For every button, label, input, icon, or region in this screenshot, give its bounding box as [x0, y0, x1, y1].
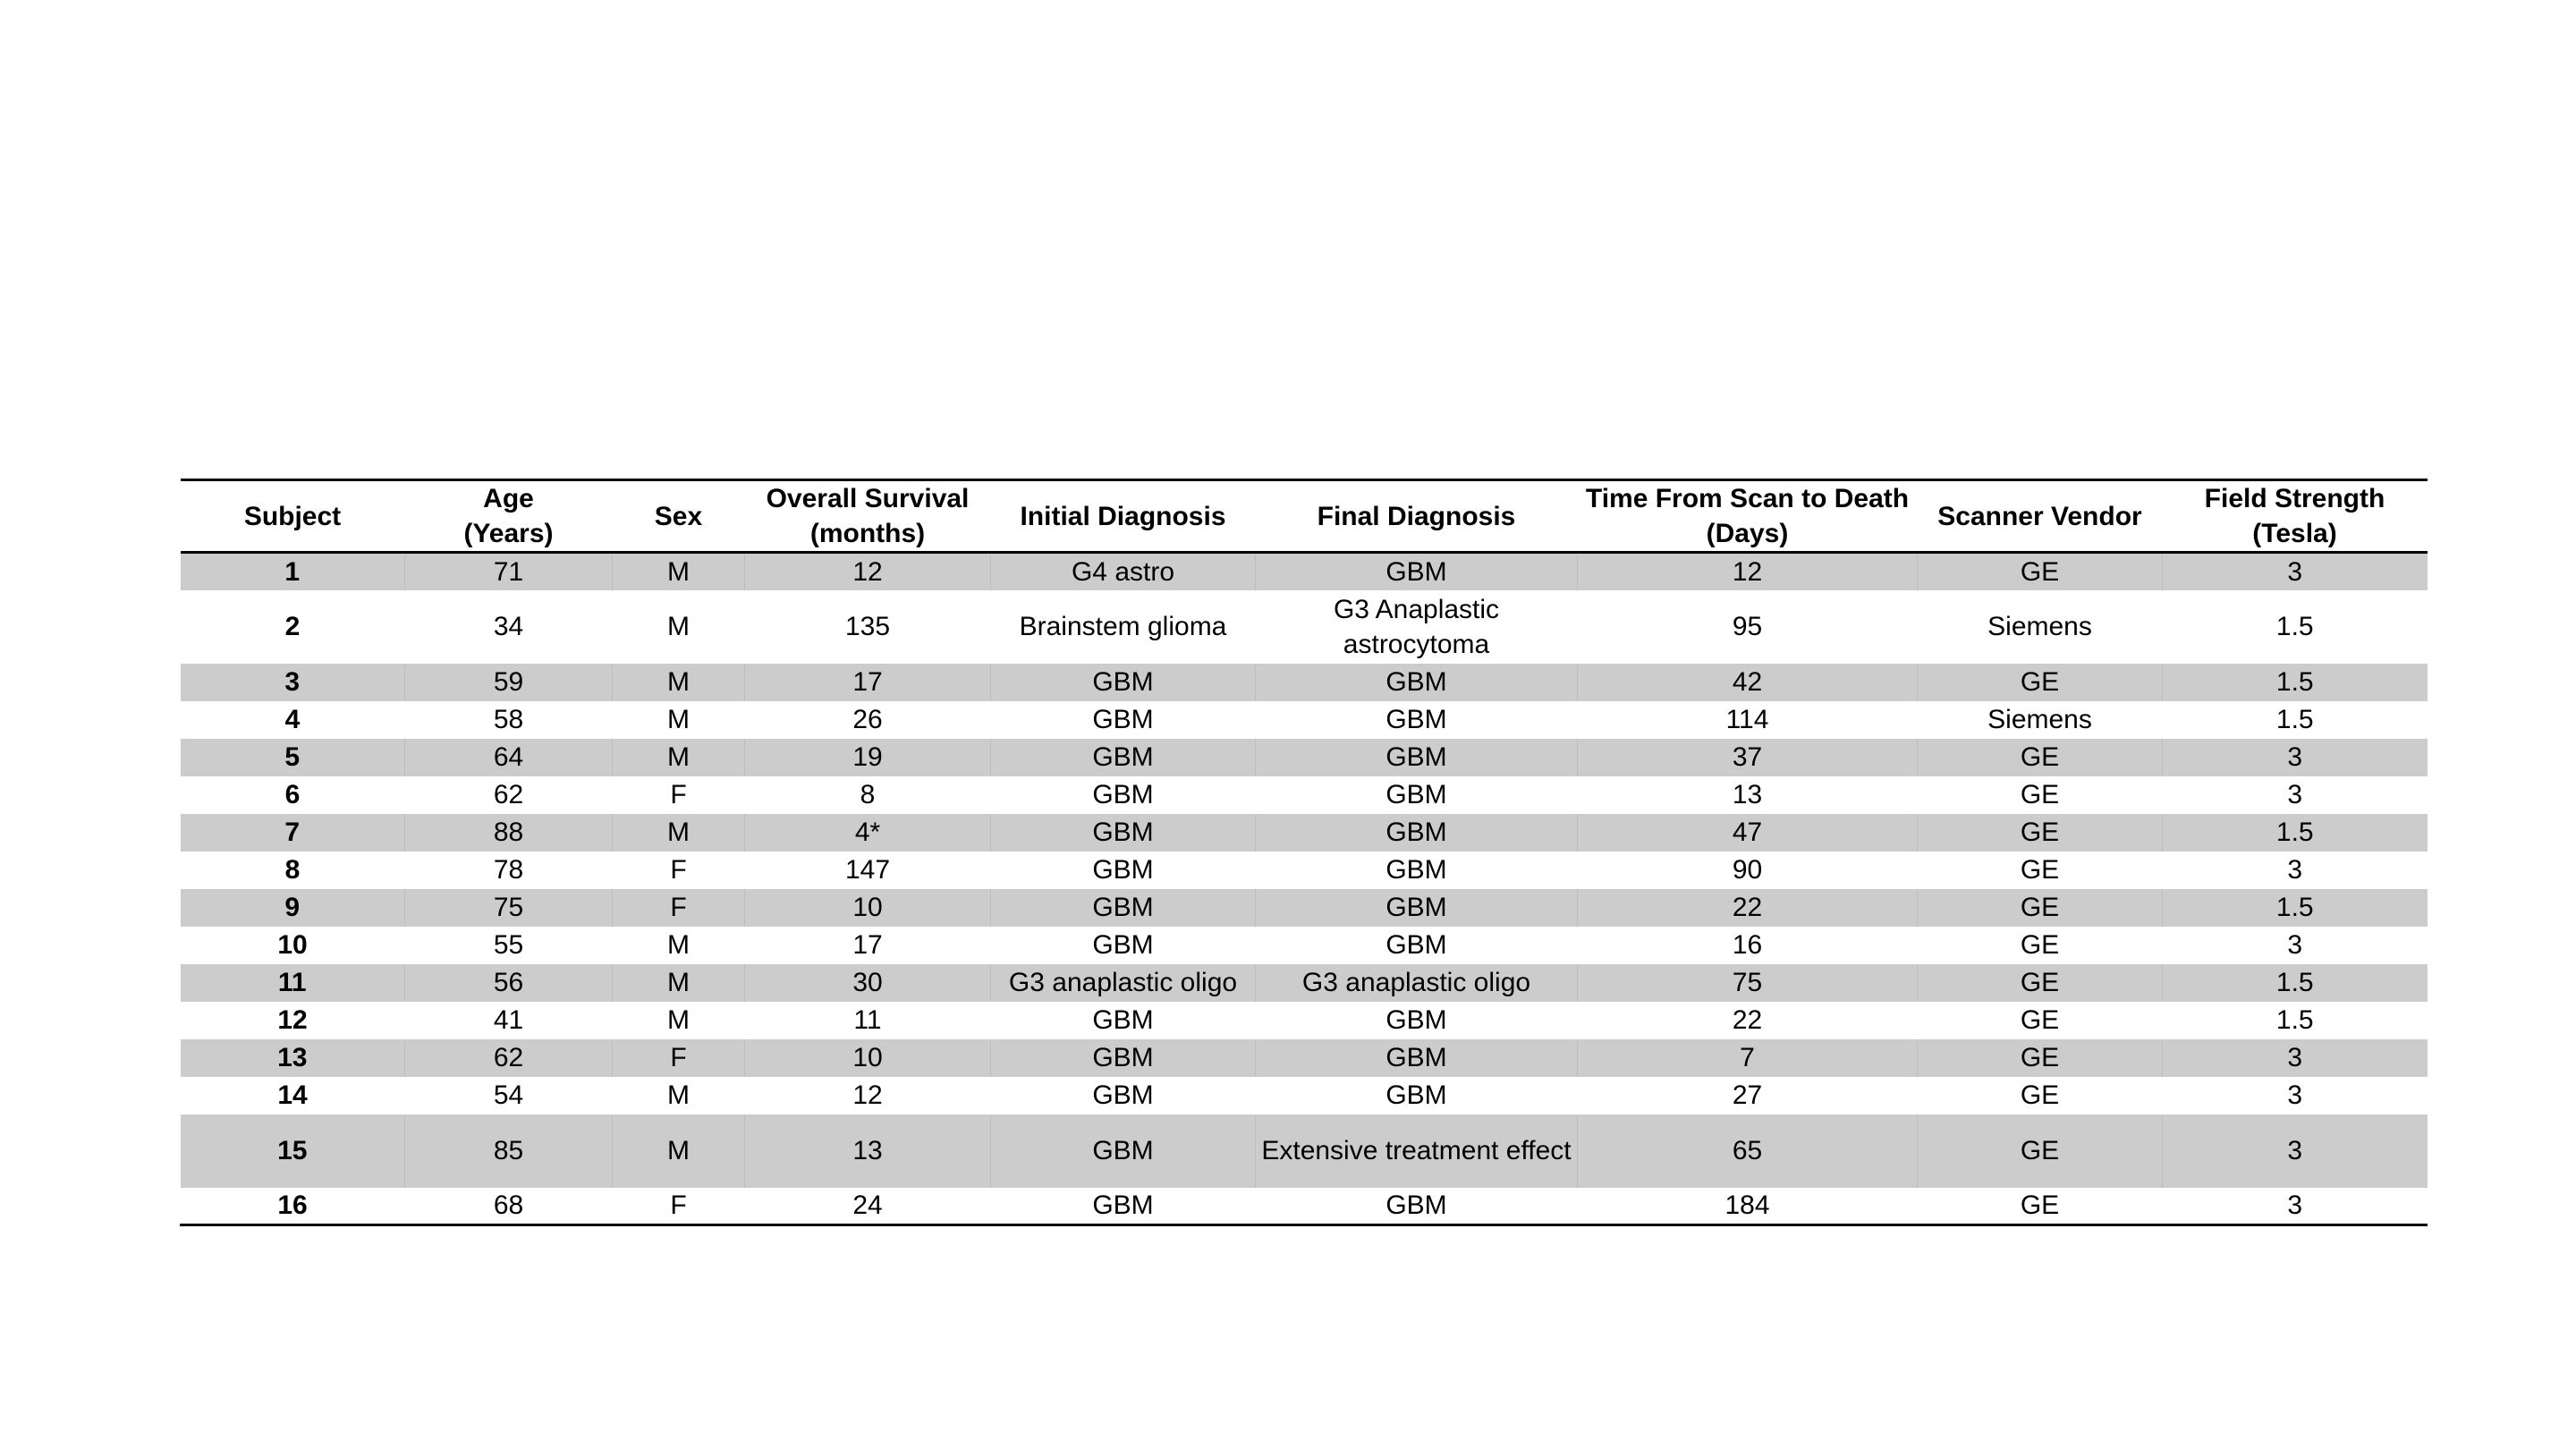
cell-overall-survival: 26 [745, 701, 991, 739]
cell-subject: 14 [181, 1077, 405, 1114]
cell-final-diagnosis: GBM [1256, 927, 1578, 964]
cell-initial-diagnosis: GBM [991, 664, 1256, 701]
table-row [181, 889, 2428, 927]
cell-subject: 7 [181, 814, 405, 852]
cell-initial-diagnosis: GBM [991, 776, 1256, 814]
cell-overall-survival: 10 [745, 1039, 991, 1077]
cell-subject: 12 [181, 1002, 405, 1039]
cell-scanner-vendor: GE [1918, 664, 2163, 701]
cell-scanner-vendor: Siemens [1918, 590, 2163, 664]
cell-age: 58 [405, 701, 613, 739]
cell-overall-survival: 135 [745, 590, 991, 664]
cell-subject: 5 [181, 739, 405, 776]
cell-age: 62 [405, 1039, 613, 1077]
cell-age: 68 [405, 1188, 613, 1225]
cell-subject: 13 [181, 1039, 405, 1077]
table-row [181, 776, 2428, 814]
cell-subject: 9 [181, 889, 405, 927]
cell-final-diagnosis: GBM [1256, 739, 1578, 776]
cell-scanner-vendor: GE [1918, 852, 2163, 889]
header-field-strength: Field Strength (Tesla) [2204, 484, 2385, 548]
cell-subject: 15 [181, 1114, 405, 1188]
cell-field-strength: 3 [2163, 776, 2428, 814]
table-row [181, 1188, 2428, 1225]
cell-scanner-vendor: Siemens [1918, 701, 2163, 739]
cell-field-strength: 3 [2163, 1188, 2428, 1225]
cell-scanner-vendor: GE [1918, 1039, 2163, 1077]
cell-field-strength: 3 [2163, 1114, 2428, 1188]
cell-time-to-death: 65 [1578, 1114, 1918, 1188]
cell-subject: 6 [181, 776, 405, 814]
cell-scanner-vendor: GE [1918, 927, 2163, 964]
cell-time-to-death: 184 [1578, 1188, 1918, 1225]
cell-age: 64 [405, 739, 613, 776]
cell-age: 55 [405, 927, 613, 964]
header-age: Age (Years) [463, 484, 554, 548]
cell-overall-survival: 4* [745, 814, 991, 852]
cell-final-diagnosis: GBM [1256, 889, 1578, 927]
cell-overall-survival: 12 [745, 553, 991, 590]
cell-sex: M [613, 553, 745, 590]
cell-initial-diagnosis: GBM [991, 739, 1256, 776]
cell-age: 54 [405, 1077, 613, 1114]
cell-age: 71 [405, 553, 613, 590]
cell-initial-diagnosis: GBM [991, 1114, 1256, 1188]
cell-field-strength: 1.5 [2163, 664, 2428, 701]
cell-sex: M [613, 1077, 745, 1114]
cell-sex: M [613, 701, 745, 739]
cell-subject: 16 [181, 1188, 405, 1225]
cell-overall-survival: 11 [745, 1002, 991, 1039]
cell-sex: M [613, 739, 745, 776]
table-row [181, 814, 2428, 852]
cell-subject: 4 [181, 701, 405, 739]
cell-overall-survival: 12 [745, 1077, 991, 1114]
cell-subject: 3 [181, 664, 405, 701]
cell-initial-diagnosis: GBM [991, 1077, 1256, 1114]
cell-time-to-death: 95 [1578, 590, 1918, 664]
cell-time-to-death: 27 [1578, 1077, 1918, 1114]
cell-overall-survival: 13 [745, 1114, 991, 1188]
cell-scanner-vendor: GE [1918, 1002, 2163, 1039]
header-initial-diagnosis: Initial Diagnosis [1020, 501, 1226, 531]
cell-sex: F [613, 852, 745, 889]
cell-subject: 8 [181, 852, 405, 889]
cell-overall-survival: 8 [745, 776, 991, 814]
header-sex: Sex [654, 501, 703, 531]
cell-overall-survival: 17 [745, 664, 991, 701]
cell-sex: F [613, 1039, 745, 1077]
cell-age: 78 [405, 852, 613, 889]
cell-field-strength: 3 [2163, 852, 2428, 889]
cell-field-strength: 1.5 [2163, 814, 2428, 852]
cell-time-to-death: 13 [1578, 776, 1918, 814]
table-row [181, 964, 2428, 1002]
cell-field-strength: 3 [2163, 553, 2428, 590]
cell-final-diagnosis: GBM [1256, 852, 1578, 889]
cell-initial-diagnosis: Brainstem glioma [991, 590, 1256, 664]
cell-sex: M [613, 1114, 745, 1188]
cell-field-strength: 3 [2163, 1039, 2428, 1077]
cell-sex: M [613, 664, 745, 701]
table-row [181, 852, 2428, 889]
cell-time-to-death: 16 [1578, 927, 1918, 964]
cell-final-diagnosis: GBM [1256, 776, 1578, 814]
cell-field-strength: 1.5 [2163, 889, 2428, 927]
cell-subject: 10 [181, 927, 405, 964]
cell-time-to-death: 22 [1578, 889, 1918, 927]
subject-table-container [180, 479, 2427, 1226]
header-row [181, 480, 2428, 553]
cell-overall-survival: 19 [745, 739, 991, 776]
cell-time-to-death: 47 [1578, 814, 1918, 852]
cell-scanner-vendor: GE [1918, 776, 2163, 814]
cell-time-to-death: 12 [1578, 553, 1918, 590]
cell-overall-survival: 10 [745, 889, 991, 927]
cell-scanner-vendor: GE [1918, 1114, 2163, 1188]
cell-final-diagnosis: GBM [1256, 1039, 1578, 1077]
cell-time-to-death: 75 [1578, 964, 1918, 1002]
cell-scanner-vendor: GE [1918, 889, 2163, 927]
cell-final-diagnosis: GBM [1256, 1077, 1578, 1114]
cell-sex: M [613, 927, 745, 964]
table-row [181, 1002, 2428, 1039]
header-overall-survival: Overall Survival (months) [766, 484, 970, 548]
cell-field-strength: 1.5 [2163, 964, 2428, 1002]
header-time-to-death: Time From Scan to Death (Days) [1585, 484, 1910, 548]
cell-initial-diagnosis: G4 astro [991, 553, 1256, 590]
cell-initial-diagnosis: GBM [991, 852, 1256, 889]
cell-scanner-vendor: GE [1918, 1188, 2163, 1225]
cell-age: 88 [405, 814, 613, 852]
cell-final-diagnosis: GBM [1256, 814, 1578, 852]
cell-time-to-death: 37 [1578, 739, 1918, 776]
cell-subject: 1 [181, 553, 405, 590]
cell-field-strength: 1.5 [2163, 701, 2428, 739]
table-row [181, 664, 2428, 701]
cell-field-strength: 1.5 [2163, 590, 2428, 664]
cell-sex: M [613, 964, 745, 1002]
cell-age: 75 [405, 889, 613, 927]
cell-age: 34 [405, 590, 613, 664]
cell-age: 62 [405, 776, 613, 814]
cell-initial-diagnosis: G3 anaplastic oligo [991, 964, 1256, 1002]
cell-scanner-vendor: GE [1918, 1077, 2163, 1114]
cell-field-strength: 3 [2163, 927, 2428, 964]
cell-time-to-death: 42 [1578, 664, 1918, 701]
cell-sex: M [613, 814, 745, 852]
cell-initial-diagnosis: GBM [991, 701, 1256, 739]
header-scanner-vendor: Scanner Vendor [1937, 501, 2142, 531]
table-row [181, 927, 2428, 964]
cell-initial-diagnosis: GBM [991, 1039, 1256, 1077]
cell-age: 59 [405, 664, 613, 701]
cell-time-to-death: 114 [1578, 701, 1918, 739]
cell-sex: F [613, 1188, 745, 1225]
cell-initial-diagnosis: GBM [991, 1188, 1256, 1225]
cell-scanner-vendor: GE [1918, 964, 2163, 1002]
header-subject: Subject [243, 501, 342, 531]
cell-sex: F [613, 776, 745, 814]
cell-initial-diagnosis: GBM [991, 1002, 1256, 1039]
cell-age: 85 [405, 1114, 613, 1188]
table-row [181, 1039, 2428, 1077]
cell-time-to-death: 22 [1578, 1002, 1918, 1039]
cell-initial-diagnosis: GBM [991, 927, 1256, 964]
table-row [181, 739, 2428, 776]
cell-subject: 11 [181, 964, 405, 1002]
cell-age: 56 [405, 964, 613, 1002]
table-row [181, 590, 2428, 664]
cell-subject: 2 [181, 590, 405, 664]
cell-sex: M [613, 590, 745, 664]
subject-table [180, 479, 2428, 1226]
cell-overall-survival: 147 [745, 852, 991, 889]
cell-field-strength: 3 [2163, 739, 2428, 776]
cell-scanner-vendor: GE [1918, 739, 2163, 776]
cell-time-to-death: 7 [1578, 1039, 1918, 1077]
cell-final-diagnosis: GBM [1256, 664, 1578, 701]
cell-initial-diagnosis: GBM [991, 814, 1256, 852]
cell-final-diagnosis: G3 anaplastic oligo [1256, 964, 1578, 1002]
header-final-diagnosis: Final Diagnosis [1317, 501, 1516, 531]
cell-initial-diagnosis: GBM [991, 889, 1256, 927]
cell-sex: F [613, 889, 745, 927]
cell-overall-survival: 17 [745, 927, 991, 964]
cell-scanner-vendor: GE [1918, 553, 2163, 590]
cell-overall-survival: 30 [745, 964, 991, 1002]
table-row [181, 553, 2428, 590]
cell-final-diagnosis: GBM [1256, 1002, 1578, 1039]
table-body [181, 553, 2428, 1225]
table-row [181, 1114, 2428, 1188]
cell-scanner-vendor: GE [1918, 814, 2163, 852]
table-row [181, 701, 2428, 739]
cell-final-diagnosis: GBM [1256, 553, 1578, 590]
cell-field-strength: 1.5 [2163, 1002, 2428, 1039]
cell-final-diagnosis: G3 Anaplastic astrocytoma [1256, 590, 1578, 664]
cell-final-diagnosis: GBM [1256, 1188, 1578, 1225]
cell-age: 41 [405, 1002, 613, 1039]
cell-field-strength: 3 [2163, 1077, 2428, 1114]
table-row [181, 1077, 2428, 1114]
cell-time-to-death: 90 [1578, 852, 1918, 889]
cell-sex: M [613, 1002, 745, 1039]
cell-overall-survival: 24 [745, 1188, 991, 1225]
cell-final-diagnosis: GBM [1256, 701, 1578, 739]
cell-final-diagnosis: Extensive treatment effect [1256, 1114, 1578, 1188]
